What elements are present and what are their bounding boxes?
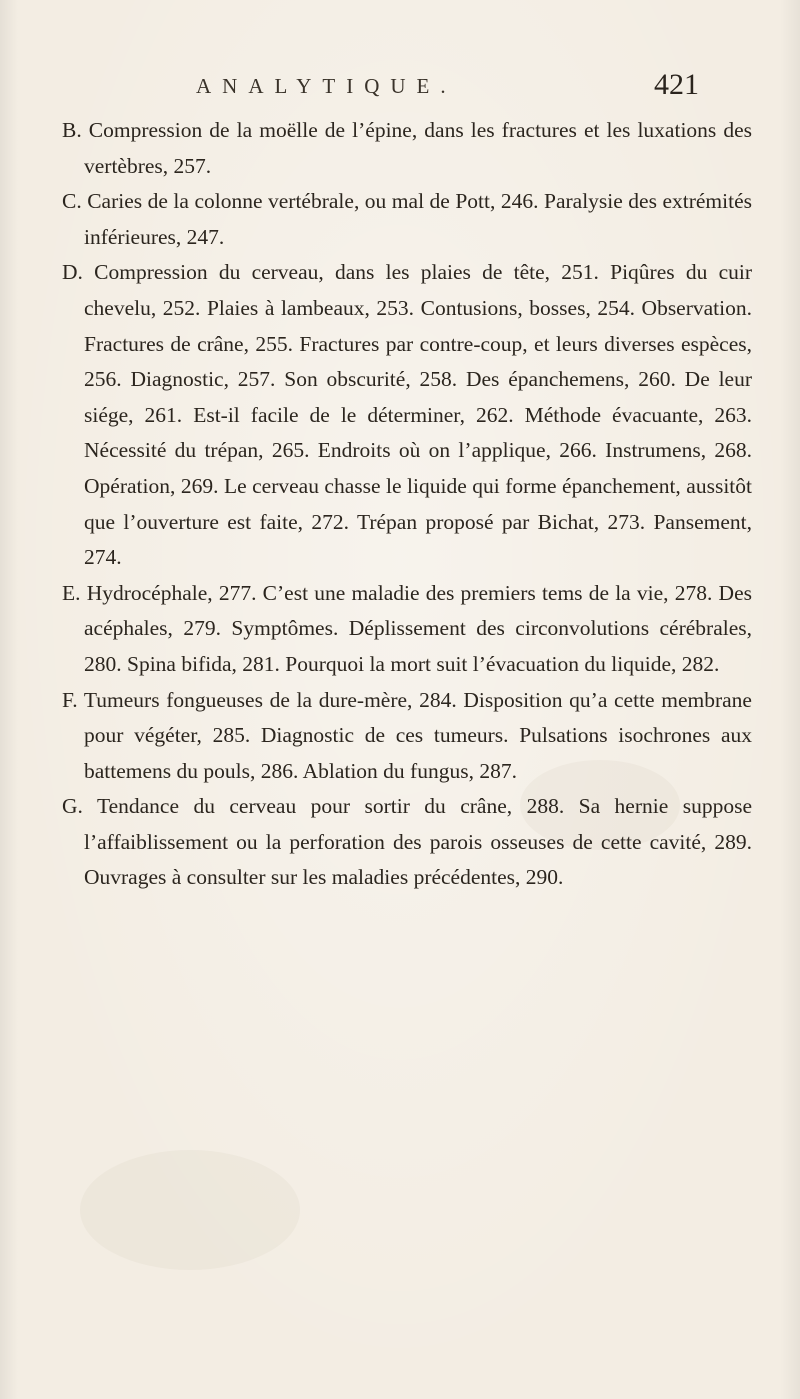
entry-e [62,576,752,683]
page-header [0,68,800,108]
entry-text: Caries de la colonne vertébrale, ou mal de Pott, 246. Paralysie des extrémités inférieures, 247. [84,189,752,249]
entry-letter: B. [62,118,82,142]
paper-stain [80,1150,300,1270]
entry-d [62,255,752,575]
entry-text: Tendance du cerveau pour sortir du crâne, 288. Sa hernie suppose l’affaiblissement ou la perforation des parois osseuses de cette cavité, 289. Ouvrages à consulter sur les maladies précédentes, 290. [84,794,752,890]
entry-text: Compression de la moëlle de l’épine, dans les fractures et les luxations des vertèbres, 257. [84,118,752,178]
entry-letter: F. [62,687,78,712]
entry-text: Tumeurs fongueuses de la dure-mère, 284. Disposition qu’a cette membrane pour végéter, 285. Diagnostic de ces tumeurs. Pulsations isochrones aux battemens du pouls, 286. Ablation du fungus, 287. [83,687,752,783]
entry-c [62,184,752,255]
entry-text: Compression du cerveau, dans les plaies de tête, 251. Piqûres du cuir chevelu, 252. Plaies à lambeaux, 253. Contusions, bosses, 254. Observation. Fractures de crâne, 255. Fractures par contre-coup, et leurs diverses espèces, 256. Diagnostic, 257. Son obscurité, 258. Des épanchemens, 260. De leur siége, 261. Est-il facile de le déterminer, 262. Méthode évacuante, 263. Nécessité du trépan, 265. Endroits où on l’applique, 266. Instrumens, 268. Opération, 269. Le cerveau chasse le liquide qui forme épanchement, aussitôt que l’ouverture est faite, 272. Trépan proposé par Bichat, 273. Pansement, 274. [84,260,753,570]
entry-b [62,113,752,184]
index-entries [62,113,752,896]
entry-letter: E. [62,580,81,605]
page-number: 421 [654,68,699,101]
entry-letter: G. [62,794,83,819]
entry-letter: D. [62,260,83,285]
entry-letter: C. [62,189,82,214]
running-title: ANALYTIQUE. [196,74,457,98]
entry-text: Hydrocéphale, 277. C’est une maladie des premiers tems de la vie, 278. Des acéphales, 279. Symptômes. Déplissement des circonvolutions cérébrales, 280. Spina bifida, 281. Pourquoi la mort suit l’évacuation du liquide, 282. [84,580,752,676]
entry-f [62,683,752,790]
entry-g [62,789,752,896]
